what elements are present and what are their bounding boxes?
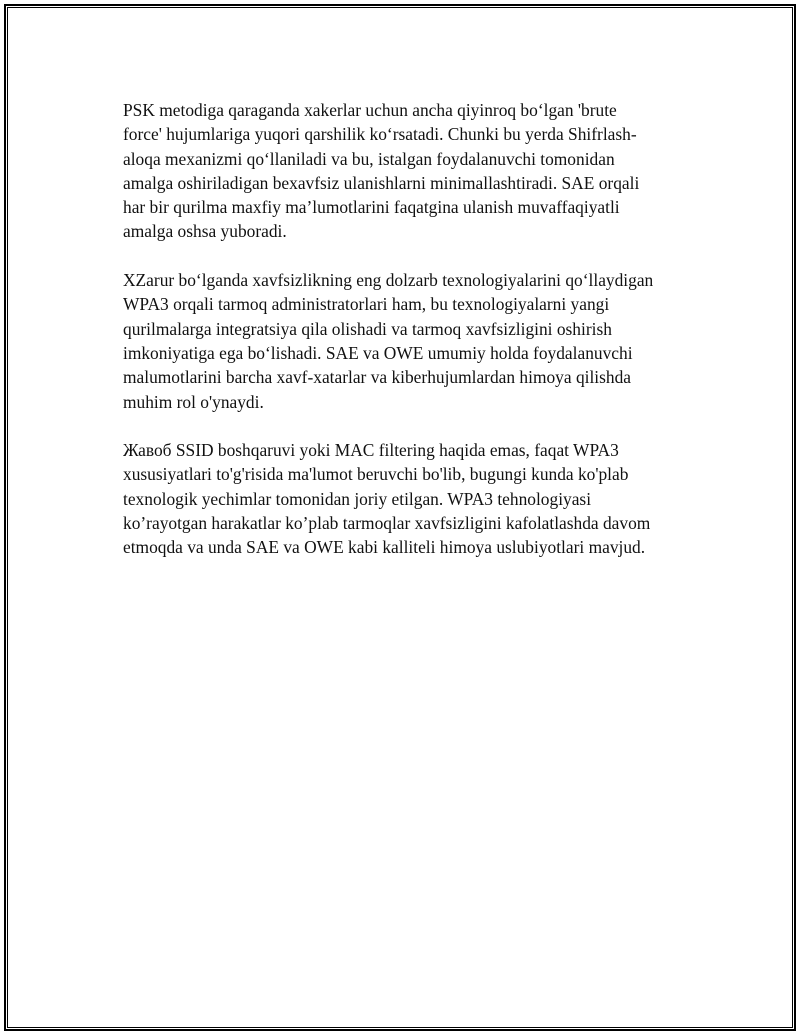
paragraph-1-line-3: aloqa mexanizmi qo‘llaniladi va bu, istalgan foydalanuvchi tomonidan xyxy=(123,148,615,169)
paragraph-1 xyxy=(123,98,703,244)
paragraph-1-line-6: amalga oshsa yuboradi. xyxy=(123,221,287,242)
paragraph-2-line-5: malumotlarini barcha xavf-xatarlar va kiberhujumlardan himoya qilishda xyxy=(123,367,632,388)
page-border xyxy=(4,4,796,1031)
paragraph-2 xyxy=(123,268,703,414)
paragraph-1-line-5: har bir qurilma maxfiy ma’lumotlarini faqatgina ulanish muvaffaqiyatli xyxy=(123,197,620,218)
paragraph-2-line-6: muhim rol o'ynaydi. xyxy=(123,391,264,412)
paragraph-2-line-4: imkoniyatiga ega bo‘lishadi. SAE va OWE umumiy holda foydalanuvchi xyxy=(123,342,633,363)
paragraph-3-line-4: ko’rayotgan harakatlar ko’plab tarmoqlar xavfsizligini kafolatlashda davom xyxy=(123,513,651,534)
paragraph-3-line-5: etmoqda va unda SAE va OWE kabi kalliteli himoya uslubiyotlari mavjud. xyxy=(123,537,646,558)
paragraph-3-line-1: Жавоб SSID boshqaruvi yoki MAC filtering haqida emas, faqat WPA3 xyxy=(123,440,619,461)
paragraph-1-line-1: PSK metodiga qaraganda xakerlar uchun ancha qiyinroq bo‘lgan 'brute xyxy=(123,100,617,120)
paragraph-3-line-2: xususiyatlari to'g'risida ma'lumot beruvchi bo'lib, bugungi kunda ko'plab xyxy=(123,464,629,485)
paragraph-2-line-2: WPA3 orqali tarmoq administratorlari ham, bu texnologiyalarni yangi xyxy=(123,294,610,315)
paragraph-1-line-4: amalga oshiriladigan bexavfsiz ulanishlarni minimallashtiradi. SAE orqali xyxy=(123,172,640,193)
paragraph-2-line-1: XZarur bo‘lganda xavfsizlikning eng dolzarb texnologiyalarini qo‘llaydigan xyxy=(123,270,654,291)
paragraph-1-line-2: force' hujumlariga yuqori qarshilik ko‘rsatadi. Chunki bu yerda Shifrlash- xyxy=(123,124,637,145)
document-body xyxy=(123,98,703,584)
paragraph-3-line-3: texnologik yechimlar tomonidan joriy etilgan. WPA3 tehnologiyasi xyxy=(123,488,592,509)
paragraph-2-line-3: qurilmalarga integratsiya qila olishadi va tarmoq xavfsizligini oshirish xyxy=(123,318,612,339)
paragraph-3 xyxy=(123,438,703,559)
